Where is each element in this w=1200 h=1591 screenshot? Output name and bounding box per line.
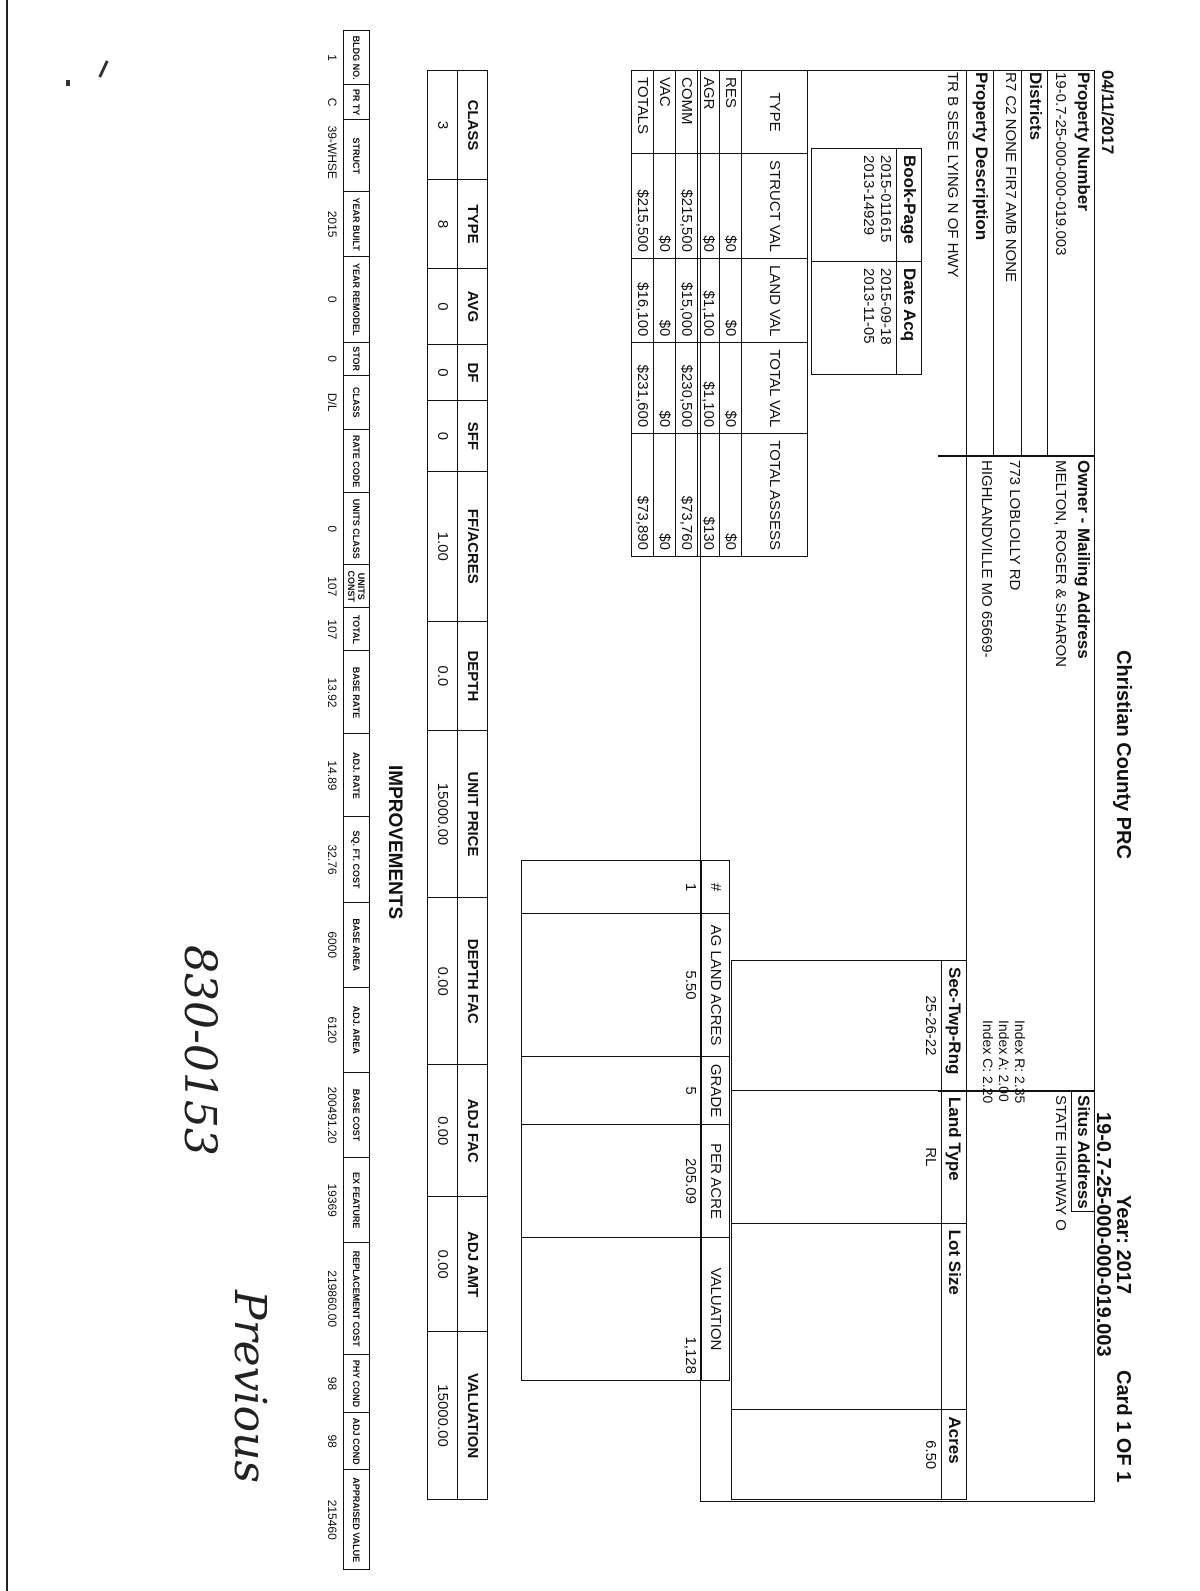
property-number-label: Property Number [1074, 72, 1093, 211]
land-sectwprng: 25-26-22 [732, 961, 942, 1091]
book-page-table [811, 148, 922, 375]
imp-header-units-const: UNITS CONST [344, 565, 370, 608]
land-header-sectwprng: Sec-Twp-Rng [942, 961, 967, 1091]
ag-row: 1 5.50 5 205.09 1,128 [522, 861, 702, 1381]
land-info-table [731, 960, 967, 1500]
values-header-land: LAND VAL [742, 258, 808, 342]
imp-header-bldg: BLDG NO. [344, 31, 370, 85]
imp-header-units: UNITS [356, 572, 367, 600]
bookpage-2: 2013-14929 [860, 155, 877, 236]
ag-header-grade: GRADE [702, 1057, 730, 1125]
values-row-vac: VAC $0 $0 $0 $0 [654, 71, 676, 557]
imp-header-ratecode: RATE CODE [344, 429, 370, 492]
dateacq-2: 2013-11-05 [860, 268, 877, 344]
imp-header-units-class: UNITS CLASS [344, 493, 370, 565]
values-header-total: TOTAL VAL [742, 343, 808, 434]
land-header-landtype: Land Type [942, 1090, 967, 1223]
imp-header-yearremodel: YEAR REMODEL [344, 256, 370, 342]
index-c: Index C: 2.20 [980, 1020, 996, 1104]
bookpage-1: 2015-011615 [877, 155, 894, 243]
dateacq-header: Date Acq [897, 262, 922, 375]
class-row: 3 8 0 0 0 1.00 0.0 15000.00 0.00 0.00 0.00 15000.00 [428, 71, 458, 1500]
land-acres: 6.50 [732, 1410, 942, 1500]
dateacq-1: 2015-09-18 [877, 268, 894, 345]
imp-header-units-total: TOTAL [344, 608, 370, 651]
improvements-title: IMPROVEMENTS [384, 765, 405, 920]
improvements-table [322, 30, 371, 1570]
class-header-depthfac: DEPTH FAC [458, 898, 488, 1065]
handwritten-word: Previous [224, 1290, 275, 1484]
index-r: Index R: 2.35 [1012, 1020, 1028, 1104]
class-header-valuation: VALUATION [458, 1332, 488, 1500]
imp-header-replacementcost: REPLACEMENT COST [344, 1243, 370, 1355]
handwritten-number: 830-0153 [174, 945, 225, 1156]
stray-mark [98, 60, 108, 78]
card-label: Card 1 OF 1 [1112, 1370, 1134, 1483]
imp-header-sqftcost: SQ. FT. COST [344, 817, 370, 902]
imp-header-appraised: APPRAISED VALUE [344, 1470, 370, 1570]
class-header-df: DF [458, 344, 488, 400]
parcel-number-top: 19-0.7-25-000-000-019.003 [1092, 1112, 1114, 1357]
land-lot-size [732, 1223, 942, 1410]
land-header-acres: Acres [942, 1410, 967, 1500]
index-a: Index A: 2.00 [996, 1020, 1012, 1102]
imp-header-prty: PR TY [344, 85, 370, 120]
improvement-row: 1 C 39-WHSE 2015 0 0 D/L 0 107 107 13.92 14.89 32.76 6000 6120 200491.20 19369 219860.00 98 98 215460 [325, 54, 340, 1540]
owner-address-line1: 773 LOBLOLLY RD [1006, 460, 1023, 591]
year-label: Year: 2017 [1112, 1195, 1134, 1294]
property-description-label: Property Description [972, 72, 991, 241]
print-date: 04/11/2017 [1098, 70, 1117, 155]
class-header-type: TYPE [458, 179, 488, 268]
stray-mark [66, 80, 70, 86]
property-number-value: 19-0.7-25-000-000-019.003 [1052, 72, 1069, 256]
class-header-unitprice: UNIT PRICE [458, 730, 488, 897]
imp-header-struct: STRUCT [344, 120, 370, 192]
imp-header-class: CLASS [344, 375, 370, 429]
districts-value: R7 C2 NONE FIR7 AMB NONE [1002, 72, 1019, 283]
imp-header-phycond: PHY COND [344, 1355, 370, 1413]
values-row-comm: COMM $215,500 $15,000 $230,500 $73,760 [676, 71, 698, 557]
owner-name: MELTON, ROGER & SHARON [1052, 460, 1069, 667]
values-header-type: TYPE [742, 71, 808, 154]
imp-header-baserate: BASE RATE [344, 651, 370, 734]
imp-header-adjrate: ADJ. RATE [344, 734, 370, 817]
ag-header-acres: AG LAND ACRES [702, 914, 730, 1057]
imp-header-basecost: BASE COST [344, 1072, 370, 1157]
imp-header-basearea: BASE AREA [344, 902, 370, 987]
district-indexes [980, 1020, 1028, 1103]
imp-header-adjarea: ADJ. AREA [344, 987, 370, 1072]
class-header-class: CLASS [458, 71, 488, 180]
values-row-totals: TOTALS $215,500 $16,100 $231,600 $73,890 [632, 71, 654, 557]
class-header-adjfac: ADJ FAC [458, 1065, 488, 1197]
districts-label: Districts [1026, 72, 1045, 141]
imp-header-stor: STOR [344, 342, 370, 375]
values-table [631, 70, 808, 557]
class-header-sff: SFF [458, 401, 488, 472]
class-header-ffacres: FF/ACRES [458, 471, 488, 621]
class-header-depth: DEPTH [458, 621, 488, 730]
scan-edge-line [6, 0, 8, 1591]
class-header-adjamt: ADJ AMT [458, 1197, 488, 1332]
ag-header-peracre: PER ACRE [702, 1125, 730, 1238]
owner-address-line2: HIGHLANDVILLE MO 65669- [978, 460, 995, 658]
values-row-agr: AGR $0 $1,100 $1,100 $130 [698, 71, 720, 557]
imp-header-yearbuilt: YEAR BUILT [344, 192, 370, 257]
class-header-avg: AVG [458, 269, 488, 345]
values-header-struct: STRUCT VAL [742, 154, 808, 259]
imp-header-adjcond: ADJ COND [344, 1412, 370, 1470]
class-table [427, 70, 488, 1500]
values-header-assess: TOTAL ASSESS [742, 434, 808, 557]
ag-header-valuation: VALUATION [702, 1238, 730, 1381]
ag-land-table [521, 860, 730, 1381]
owner-label: Owner - Mailing Address [1074, 460, 1093, 659]
bookpage-header: Book-Page [897, 149, 922, 262]
imp-header-exfeature: EX FEATURE [344, 1158, 370, 1243]
values-row-res: RES $0 $0 $0 $0 [720, 71, 742, 557]
report-title: Christian County PRC [1112, 650, 1134, 859]
land-header-lotsize: Lot Size [942, 1223, 967, 1410]
situs-address-value: STATE HIGHWAY O [1052, 1095, 1069, 1231]
property-description-value: TR B SESE LYING N OF HWY [944, 72, 961, 278]
situs-address-label: Situs Address [1074, 1095, 1093, 1209]
ag-header-num: # [702, 861, 730, 914]
land-type: RL [732, 1090, 942, 1223]
